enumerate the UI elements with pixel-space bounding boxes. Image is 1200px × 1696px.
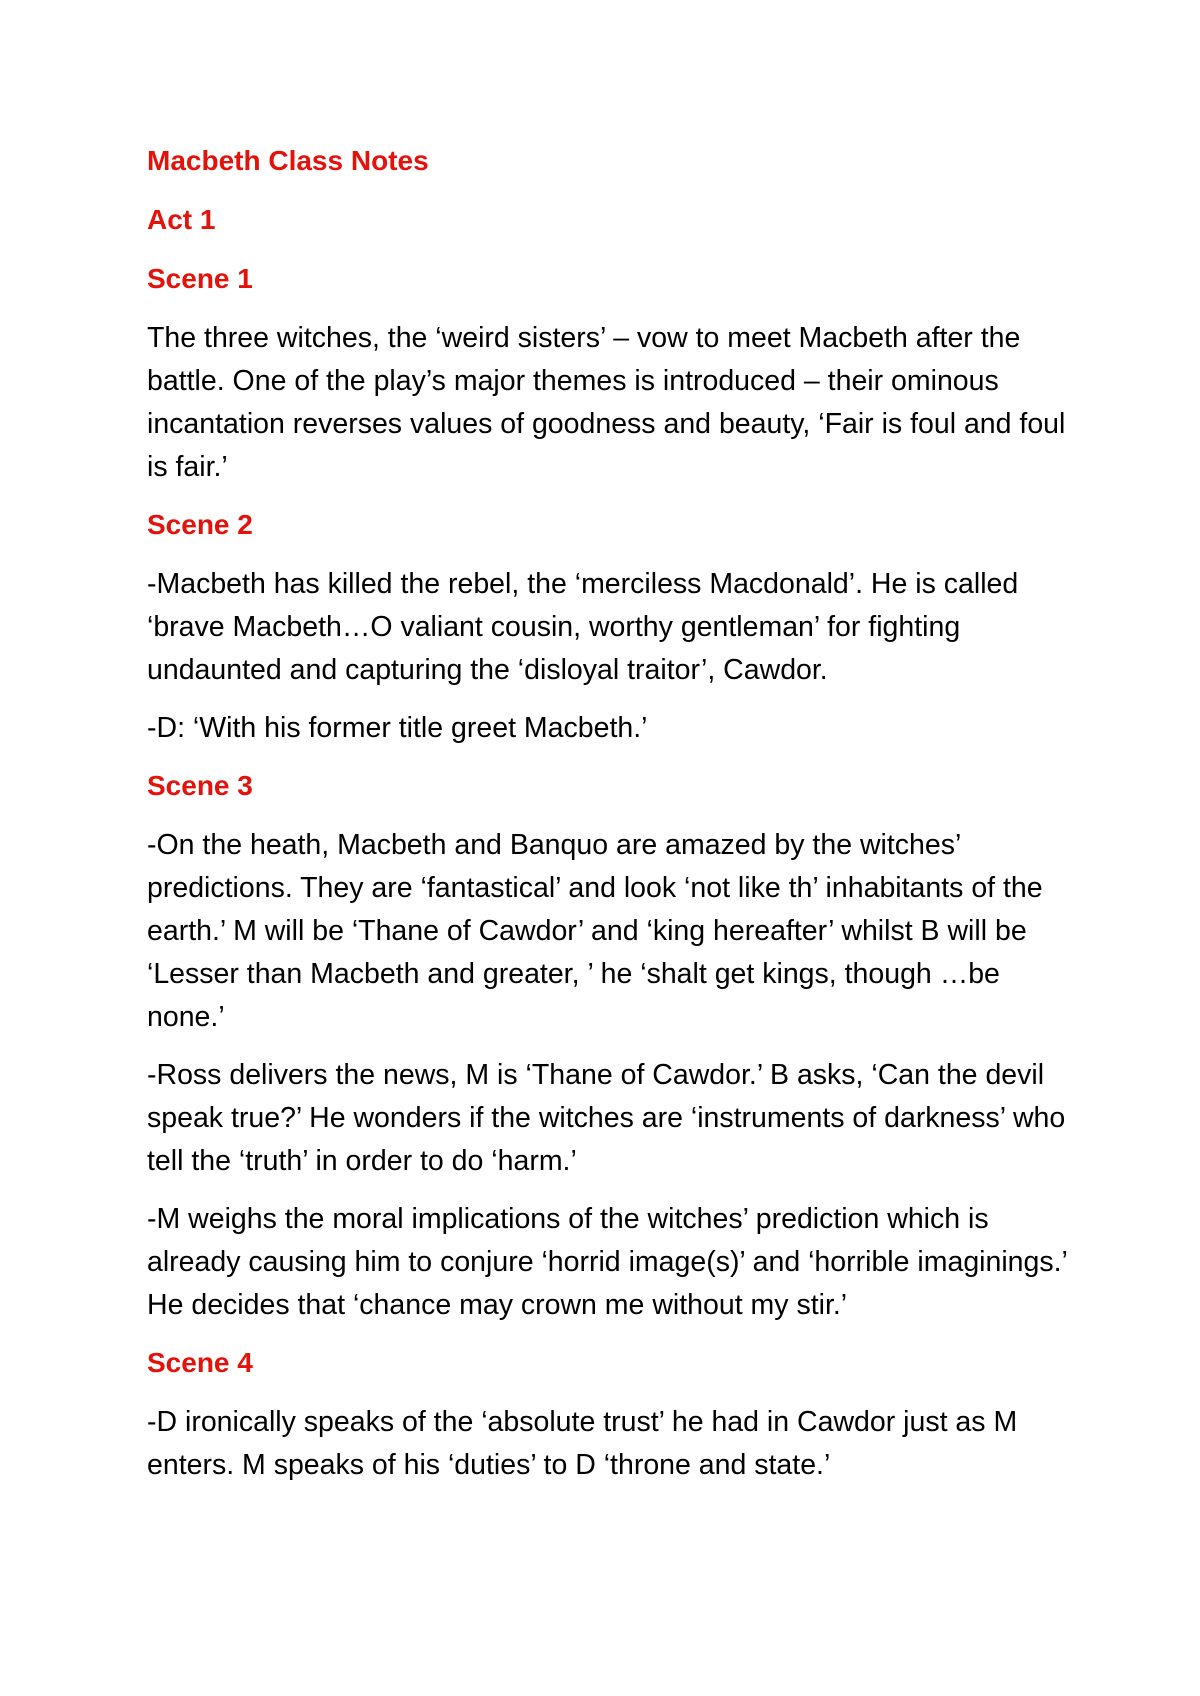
scene-3-section [147,765,1067,1327]
paragraph: -Ross delivers the news, M is ‘Thane of Cawdor.’ B asks, ‘Can the devil speak true?’ He wonders if the witches are ‘instruments of darkness’ who tell the ‘truth’ in order to do ‘harm.’ [147,1059,1066,1177]
paragraph: -M weighs the moral implications of the witches’ prediction which is already causing him to conjure ‘horrid image(s)’ and ‘horrible imaginings.’ He decides that ‘chance may crown me without my stir.’ [147,1203,1067,1321]
document-body [147,140,1067,1502]
paragraph: -D: ‘With his former title greet Macbeth.’ [147,712,648,744]
scene-heading: Scene 1 [147,263,253,294]
scene-heading: Scene 3 [147,770,253,801]
paragraph: -Macbeth has killed the rebel, the ‘merciless Macdonald’. He is called ‘brave Macbeth…O valiant cousin, worthy gentleman’ for fighting undaunted and capturing the ‘disloyal traitor’, Cawdor. [147,568,1019,686]
paragraph: -On the heath, Macbeth and Banquo are amazed by the witches’ predictions. They are ‘fantastical’ and look ‘not like th’ inhabitants of the earth.’ M will be ‘Thane of Cawdor’ and ‘king hereafter’ whilst B will be ‘Lesser than Macbeth and greater, ’ he ‘shalt get kings, though …be none.’ [147,829,1043,1033]
scene-heading: Scene 2 [147,509,253,540]
paragraph: The three witches, the ‘weird sisters’ – vow to meet Macbeth after the battle. One of the play’s major themes is introduced – their ominous incantation reverses values of goodness and beauty, ‘Fair is foul and foul is fair.’ [147,322,1066,483]
paragraph: -D ironically speaks of the ‘absolute trust’ he had in Cawdor just as M enters. M speaks of his ‘duties’ to D ‘throne and state.’ [147,1406,1018,1481]
document-title: Macbeth Class Notes [147,145,429,176]
scene-4-section [147,1342,1067,1487]
scene-2-section [147,504,1067,750]
scene-1-section [147,258,1067,489]
scene-heading: Scene 4 [147,1347,253,1378]
act-heading: Act 1 [147,204,216,235]
